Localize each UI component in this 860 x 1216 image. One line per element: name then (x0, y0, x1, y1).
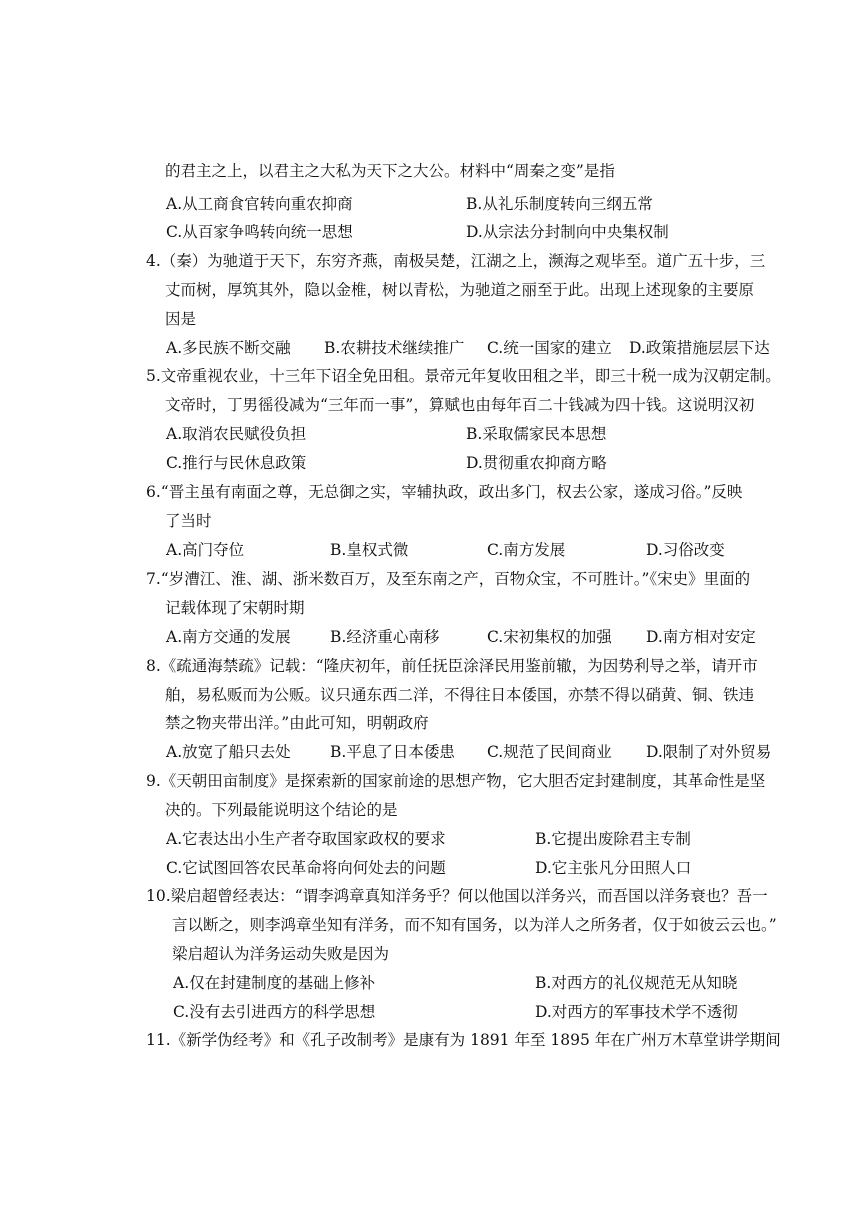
q8-option-d: D.限制了对外贸易 (646, 743, 772, 761)
q10-option-d: D.对西方的军事技术学不透彻 (535, 1003, 738, 1021)
q3-stem-tail: 的君主之上，以君主之大私为天下之大公。材料中“周秦之变”是指 (165, 162, 615, 180)
q7-option-c: C.宋初集权的加强 (487, 628, 612, 646)
q8-option-b: B.平息了日本倭患 (330, 743, 455, 761)
q5-option-d: D.贯彻重农抑商方略 (466, 454, 607, 472)
q8-stem-line1: 8.《疏通海禁疏》记载：“隆庆初年，前任抚臣涂泽民用鉴前辙，为因势利导之举，请开市 (146, 657, 758, 675)
q7-option-b: B.经济重心南移 (330, 628, 440, 646)
q6-option-b: B.皇权式微 (330, 541, 409, 559)
q6-stem-line2: 了当时 (165, 512, 212, 530)
q10-option-b: B.对西方的礼仪规范无从知晓 (535, 974, 738, 992)
q8-option-c: C.规范了民间商业 (487, 743, 612, 761)
q5-option-c: C.推行与民休息政策 (166, 454, 307, 472)
q3-option-b: B.从礼乐制度转向三纲五常 (466, 195, 653, 213)
q6-option-a: A.高门夺位 (166, 541, 245, 559)
q4-stem-line1: 4.（秦）为驰道于天下，东穷齐燕，南极吴楚，江湖之上，濒海之观毕至。道广五十步，三 (146, 252, 766, 270)
q5-stem-line1: 5.文帝重视农业，十三年下诏全免田租。景帝元年复收田租之半，即三十税一成为汉朝定制。 (146, 367, 781, 385)
q3-option-d: D.从宗法分封制向中央集权制 (466, 223, 669, 241)
q9-option-d: D.它主张凡分田照人口 (535, 859, 692, 877)
q5-option-a: A.取消农民赋役负担 (166, 425, 307, 443)
q3-option-c: C.从百家争鸣转向统一思想 (166, 223, 353, 241)
q8-stem-line2: 舶，易私贩而为公贩。议只通东西二洋，不得往日本倭国，亦禁不得以硝黄、铜、铁违 (165, 686, 755, 704)
q4-option-b: B.农耕技术继续推广 (324, 339, 465, 357)
q6-option-c: C.南方发展 (487, 541, 566, 559)
q4-stem-line2: 丈而树，厚筑其外，隐以金椎，树以青松，为驰道之丽至于此。出现上述现象的主要原 (165, 281, 755, 299)
q10-option-c: C.没有去引进西方的科学思想 (173, 1003, 376, 1021)
q6-option-d: D.习俗改变 (646, 541, 725, 559)
q9-stem-line1: 9.《天朝田亩制度》是探索新的国家前途的思想产物，它大胆否定封建制度，其革命性是坚 (146, 772, 766, 790)
q9-option-c: C.它试图回答农民革命将向何处去的问题 (166, 859, 446, 877)
q7-stem-line1: 7.“岁漕江、淮、湖、浙米数百万，及至东南之产，百物众宝，不可胜计。”《宋史》里面的 (146, 570, 751, 588)
q10-stem-line1: 10.梁启超曾经表达：“谓李鸿章真知洋务乎？何以他国以洋务兴，而吾国以洋务衰也？吾一 (146, 887, 768, 905)
q10-stem-line3: 梁启超认为洋务运动失败是因为 (172, 945, 390, 963)
q4-option-a: A.多民族不断交融 (166, 339, 291, 357)
q7-option-d: D.南方相对安定 (646, 628, 756, 646)
q4-stem-line3: 因是 (165, 310, 197, 328)
q8-stem-line3: 禁之物夹带出洋。”由此可知，明朝政府 (165, 714, 429, 732)
q9-option-b: B.它提出废除君主专制 (535, 830, 691, 848)
q5-option-b: B.采取儒家民本思想 (466, 425, 607, 443)
q11-stem-line1: 11.《新学伪经考》和《孔子改制考》是康有为 1891 年至 1895 年在广州万木草堂讲学期间 (146, 1031, 781, 1049)
q4-option-c: C.统一国家的建立 (487, 339, 612, 357)
q6-stem-line1: 6.“晋主虽有南面之尊，无总御之实，宰辅执政，政出多门，权去公家，遂成习俗。”反映 (146, 483, 743, 501)
q5-stem-line2: 文帝时，丁男徭役减为“三年而一事”，算赋也由每年百二十钱减为四十钱。这说明汉初 (165, 396, 755, 414)
q7-option-a: A.南方交通的发展 (166, 628, 291, 646)
q4-option-d: D.政策措施层层下达 (629, 339, 770, 357)
q10-option-a: A.仅在封建制度的基础上修补 (173, 974, 376, 992)
q7-stem-line2: 记载体现了宋朝时期 (165, 599, 305, 617)
q3-option-a: A.从工商食官转向重农抑商 (166, 195, 353, 213)
q9-option-a: A.它表达出小生产者夺取国家政权的要求 (166, 830, 446, 848)
q10-stem-line2: 言以断之，则李鸿章坐知有洋务，而不知有国务，以为洋人之所务者，仅于如彼云云也。” (172, 916, 777, 934)
q8-option-a: A.放宽了船只去处 (166, 743, 291, 761)
q9-stem-line2: 决的。下列最能说明这个结论的是 (165, 801, 398, 819)
